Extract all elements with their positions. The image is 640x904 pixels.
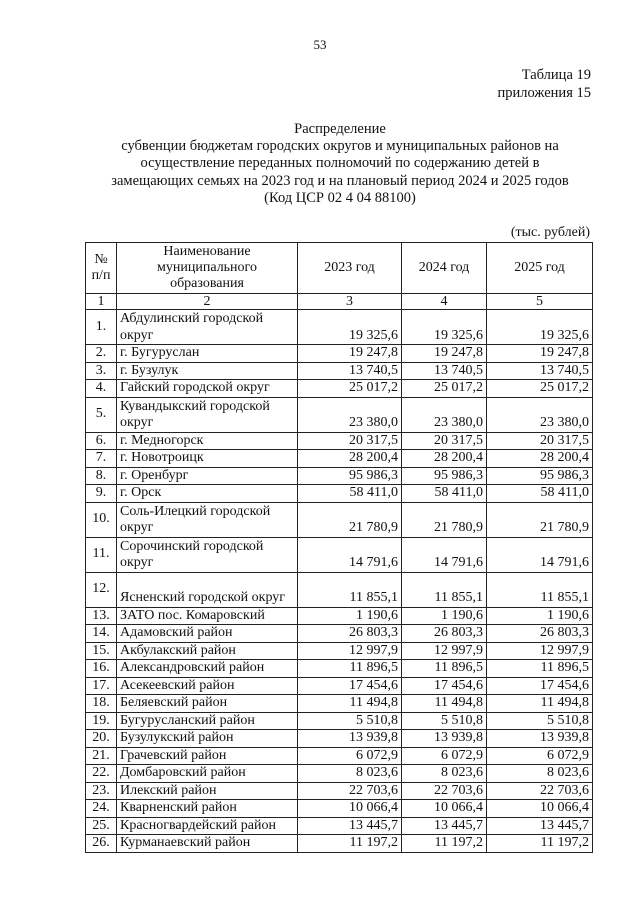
value-2024: 11 855,1	[402, 572, 487, 607]
row-number: 25.	[86, 817, 117, 835]
value-2024: 19 325,6	[402, 310, 487, 345]
row-number: 1.	[86, 310, 117, 345]
row-number: 4.	[86, 380, 117, 398]
row-name: Сорочинский городской округ	[117, 537, 298, 572]
table-row	[86, 362, 593, 380]
value-2024: 26 803,3	[402, 625, 487, 643]
value-2025: 10 066,4	[487, 800, 593, 818]
value-2025: 17 454,6	[487, 677, 593, 695]
value-2023: 13 445,7	[298, 817, 402, 835]
value-2023: 58 411,0	[298, 485, 402, 503]
value-2024: 95 986,3	[402, 467, 487, 485]
value-2023: 5 510,8	[298, 712, 402, 730]
row-name: Абдулинский городской округ	[117, 310, 298, 345]
row-number: 8.	[86, 467, 117, 485]
row-name: Адамовский район	[117, 625, 298, 643]
value-2023: 21 780,9	[298, 502, 402, 537]
value-2024: 20 317,5	[402, 432, 487, 450]
row-number: 6.	[86, 432, 117, 450]
value-2023: 1 190,6	[298, 607, 402, 625]
row-name: Домбаровский район	[117, 765, 298, 783]
row-name: Александровский район	[117, 660, 298, 678]
table-row	[86, 660, 593, 678]
table-row	[86, 380, 593, 398]
row-number: 18.	[86, 695, 117, 713]
value-2023: 11 197,2	[298, 835, 402, 853]
table-row	[86, 572, 593, 607]
row-number: 5.	[86, 397, 117, 432]
row-number: 9.	[86, 485, 117, 503]
row-name: Акбулакский район	[117, 642, 298, 660]
value-2025: 14 791,6	[487, 537, 593, 572]
page-number: 53	[313, 37, 327, 52]
row-name: Красногвардейский район	[117, 817, 298, 835]
value-2023: 26 803,3	[298, 625, 402, 643]
row-name: г. Оренбург	[117, 467, 298, 485]
index-cell: 5	[487, 294, 593, 310]
header-2025: 2025 год	[487, 243, 593, 294]
value-2025: 8 023,6	[487, 765, 593, 783]
value-2023: 11 855,1	[298, 572, 402, 607]
value-2025: 13 939,8	[487, 730, 593, 748]
subvention-table	[85, 242, 593, 853]
row-name: Илекский район	[117, 782, 298, 800]
heading-line: замещающих семьях на 2023 год и на плановый период 2024 и 2025 годов	[111, 172, 569, 189]
table-row	[86, 835, 593, 853]
table-row	[86, 537, 593, 572]
value-2024: 22 703,6	[402, 782, 487, 800]
index-cell: 2	[117, 294, 298, 310]
table-row	[86, 397, 593, 432]
value-2025: 13 740,5	[487, 362, 593, 380]
value-2025: 11 896,5	[487, 660, 593, 678]
value-2025: 13 445,7	[487, 817, 593, 835]
row-number: 12.	[86, 572, 117, 607]
value-2024: 5 510,8	[402, 712, 487, 730]
value-2023: 95 986,3	[298, 467, 402, 485]
row-number: 10.	[86, 502, 117, 537]
value-2024: 28 200,4	[402, 450, 487, 468]
row-number: 23.	[86, 782, 117, 800]
table-row	[86, 747, 593, 765]
value-2025: 21 780,9	[487, 502, 593, 537]
value-2023: 13 939,8	[298, 730, 402, 748]
value-2024: 13 740,5	[402, 362, 487, 380]
value-2025: 6 072,9	[487, 747, 593, 765]
row-name: Соль-Илецкий городской округ	[117, 502, 298, 537]
table-row	[86, 765, 593, 783]
row-name: Бузулукский район	[117, 730, 298, 748]
value-2025: 22 703,6	[487, 782, 593, 800]
value-2025: 58 411,0	[487, 485, 593, 503]
table-reference-line1: Таблица 19	[521, 67, 591, 83]
table-row	[86, 730, 593, 748]
row-name: Ясненский городской округ	[117, 572, 298, 607]
value-2024: 58 411,0	[402, 485, 487, 503]
row-number: 21.	[86, 747, 117, 765]
table-row	[86, 695, 593, 713]
row-number: 2.	[86, 345, 117, 363]
header-name: Наименование муниципального образования	[117, 243, 298, 294]
heading-line: субвенции бюджетам городских округов и муниципальных районов на	[121, 138, 559, 155]
row-number: 22.	[86, 765, 117, 783]
table-row	[86, 782, 593, 800]
table-row	[86, 467, 593, 485]
table-row	[86, 677, 593, 695]
value-2023: 28 200,4	[298, 450, 402, 468]
value-2025: 11 197,2	[487, 835, 593, 853]
index-cell: 3	[298, 294, 402, 310]
heading-line: (Код ЦСР 02 4 04 88100)	[264, 189, 416, 206]
value-2024: 12 997,9	[402, 642, 487, 660]
value-2024: 13 939,8	[402, 730, 487, 748]
value-2025: 20 317,5	[487, 432, 593, 450]
row-name: г. Новотроицк	[117, 450, 298, 468]
row-name: Асекеевский район	[117, 677, 298, 695]
units-label: (тыс. рублей)	[510, 225, 590, 240]
row-number: 19.	[86, 712, 117, 730]
value-2023: 12 997,9	[298, 642, 402, 660]
value-2025: 26 803,3	[487, 625, 593, 643]
row-number: 3.	[86, 362, 117, 380]
value-2024: 21 780,9	[402, 502, 487, 537]
index-cell: 1	[86, 294, 117, 310]
value-2025: 19 325,6	[487, 310, 593, 345]
row-name: Кувандыкский городской округ	[117, 397, 298, 432]
row-number: 15.	[86, 642, 117, 660]
value-2025: 28 200,4	[487, 450, 593, 468]
table-row	[86, 310, 593, 345]
row-name: Гайский городской округ	[117, 380, 298, 398]
row-number: 11.	[86, 537, 117, 572]
value-2023: 22 703,6	[298, 782, 402, 800]
value-2024: 1 190,6	[402, 607, 487, 625]
row-name: ЗАТО пос. Комаровский	[117, 607, 298, 625]
table-row	[86, 432, 593, 450]
row-number: 14.	[86, 625, 117, 643]
row-number: 7.	[86, 450, 117, 468]
value-2024: 11 197,2	[402, 835, 487, 853]
value-2023: 8 023,6	[298, 765, 402, 783]
row-name: г. Орск	[117, 485, 298, 503]
value-2023: 19 247,8	[298, 345, 402, 363]
table-row	[86, 485, 593, 503]
value-2025: 23 380,0	[487, 397, 593, 432]
table-row	[86, 345, 593, 363]
table-row	[86, 502, 593, 537]
value-2025: 12 997,9	[487, 642, 593, 660]
value-2024: 11 896,5	[402, 660, 487, 678]
value-2024: 6 072,9	[402, 747, 487, 765]
value-2025: 19 247,8	[487, 345, 593, 363]
table-row	[86, 607, 593, 625]
value-2024: 14 791,6	[402, 537, 487, 572]
table-row	[86, 817, 593, 835]
row-name: г. Бугуруслан	[117, 345, 298, 363]
table-row	[86, 800, 593, 818]
value-2023: 19 325,6	[298, 310, 402, 345]
value-2024: 17 454,6	[402, 677, 487, 695]
value-2023: 6 072,9	[298, 747, 402, 765]
value-2023: 14 791,6	[298, 537, 402, 572]
value-2023: 17 454,6	[298, 677, 402, 695]
row-name: Кварненский район	[117, 800, 298, 818]
value-2025: 5 510,8	[487, 712, 593, 730]
value-2025: 11 494,8	[487, 695, 593, 713]
header-number: № п/п	[86, 243, 117, 294]
row-name: Беляевский район	[117, 695, 298, 713]
value-2024: 23 380,0	[402, 397, 487, 432]
row-number: 16.	[86, 660, 117, 678]
value-2024: 8 023,6	[402, 765, 487, 783]
value-2024: 10 066,4	[402, 800, 487, 818]
index-cell: 4	[402, 294, 487, 310]
value-2024: 11 494,8	[402, 695, 487, 713]
value-2025: 11 855,1	[487, 572, 593, 607]
value-2025: 25 017,2	[487, 380, 593, 398]
value-2023: 20 317,5	[298, 432, 402, 450]
value-2024: 13 445,7	[402, 817, 487, 835]
table-row	[86, 642, 593, 660]
row-name: Грачевский район	[117, 747, 298, 765]
value-2023: 23 380,0	[298, 397, 402, 432]
heading-line: осуществление переданных полномочий по содержанию детей в	[140, 155, 540, 172]
row-number: 13.	[86, 607, 117, 625]
row-number: 26.	[86, 835, 117, 853]
header-2023: 2023 год	[298, 243, 402, 294]
row-number: 17.	[86, 677, 117, 695]
row-number: 20.	[86, 730, 117, 748]
row-name: Курманаевский район	[117, 835, 298, 853]
header-2024: 2024 год	[402, 243, 487, 294]
row-name: г. Медногорск	[117, 432, 298, 450]
heading-line: Распределение	[294, 121, 386, 137]
table-reference-line2: приложения 15	[497, 85, 591, 101]
row-name: Бугурусланский район	[117, 712, 298, 730]
value-2023: 13 740,5	[298, 362, 402, 380]
document-heading	[60, 121, 620, 207]
table-row	[86, 625, 593, 643]
row-name: г. Бузулук	[117, 362, 298, 380]
value-2023: 11 494,8	[298, 695, 402, 713]
table-row	[86, 712, 593, 730]
value-2023: 11 896,5	[298, 660, 402, 678]
column-index-row	[86, 294, 593, 310]
row-number: 24.	[86, 800, 117, 818]
value-2023: 25 017,2	[298, 380, 402, 398]
value-2024: 19 247,8	[402, 345, 487, 363]
value-2023: 10 066,4	[298, 800, 402, 818]
table-row	[86, 450, 593, 468]
value-2025: 1 190,6	[487, 607, 593, 625]
value-2025: 95 986,3	[487, 467, 593, 485]
value-2024: 25 017,2	[402, 380, 487, 398]
